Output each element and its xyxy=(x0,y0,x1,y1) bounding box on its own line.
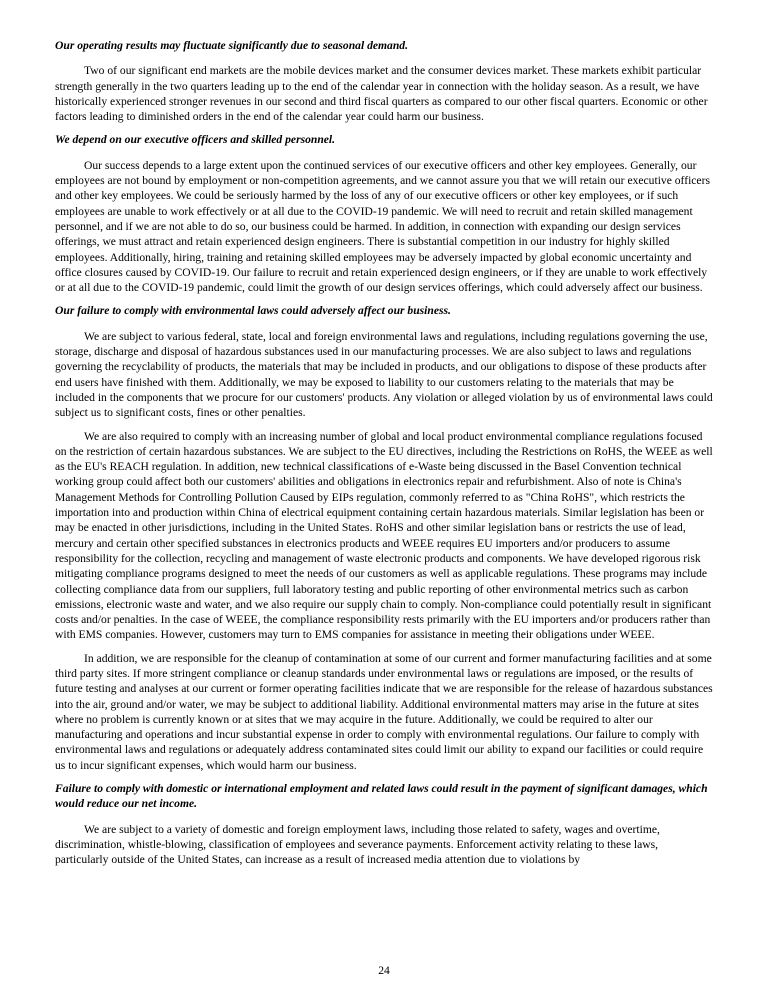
page-number: 24 xyxy=(378,964,390,977)
document-page xyxy=(55,38,713,876)
paragraph: We are subject to a variety of domestic and foreign employment laws, including those related to safety, wages and overtime, discrimination, whistle-blowing, classification of employees and severance payments. Enforcement activity relating to these laws, particularly outside of the United States, can increase as a result of increased media attention due to violations by xyxy=(55,822,660,867)
section-heading: Our failure to comply with environmental laws could adversely affect our business. xyxy=(55,304,451,318)
section-heading: We depend on our executive officers and skilled personnel. xyxy=(55,133,336,147)
paragraph: In addition, we are responsible for the cleanup of contamination at some of our current and former manufacturing facilities and at some third party sites. If more stringent compliance or cleanup standards under environmental laws or regulations are imposed, or the results of future testing and analyses at our current or former operating facilities indicate that we are responsible for the release of hazardous substances into the air, ground and/or water, we may be subject to additional liability. Additional environmental matters may arise in the future at sites where no problem is currently known or at sites that we may acquire in the future. Additionally, we could be required to alter our manufacturing and operations and incur substantial expense in order to comply with environmental regulations. Our failure to comply with environmental laws and regulations or adequately address contaminated sites could limit our ability to expand our facilities or could require us to incur significant expenses, which would harm our business. xyxy=(55,651,713,772)
paragraph: We are also required to comply with an increasing number of global and local product environmental compliance regulations focused on the restriction of certain hazardous substances. We are subject to the EU directives, including the Restrictions on RoHS, the WEEE as well as the EU's REACH regulation. In addition, new technical classifications of e-Waste being discussed in the Basel Convention technical working group could affect both our customers' abilities and obligations in electronics repair and refurbishment. Also of note is China's Management Methods for Controlling Pollution Caused by EIPs regulation, commonly referred to as "China RoHS", which restricts the importation into and production within China of electrical equipment containing certain hazardous materials. Similar legislation has been or may be enacted in other jurisdictions, including in the United States. RoHS and other similar legislation bans or restricts the use of lead, mercury and certain other specified substances in electronics products and WEEE requires EU importers and/or producers to assume responsibility for the collection, recycling and management of waste electronic products and components. We have developed rigorous risk mitigating compliance programs designed to meet the needs of our customers as well as applicable regulations. These programs may include collecting compliance data from our suppliers, full laboratory testing and public reporting of other environmental metrics such as carbon emissions, electronic waste and water, and we also require our supply chain to comply. Non-compliance could potentially result in significant costs and/or penalties. In the case of WEEE, the compliance responsibility rests primarily with the EU importers and/or producers rather than with EMS companies. However, customers may turn to EMS companies for assistance in meeting their obligations under WEEE. xyxy=(55,429,713,642)
paragraph: Two of our significant end markets are the mobile devices market and the consumer devices market. These markets exhibit particular strength generally in the two quarters leading up to the end of the calendar year in connection with the holiday season. As a result, we have historically experienced stronger revenues in our second and third fiscal quarters as compared to our other fiscal quarters. Economic or other factors leading to diminished orders in the end of the calendar year could harm our business. xyxy=(55,64,708,124)
section-heading: Failure to comply with domestic or international employment and related laws could result in the payment of significant damages, which would reduce our net income. xyxy=(55,782,708,811)
paragraph: Our success depends to a large extent upon the continued services of our executive officers and other key employees. Generally, our employees are not bound by employment or non-competition agreements, and we cannot assure you that we will retain our executive officers and other key employees. We could be seriously harmed by the loss of any of our executive officers or other key employees, or if such employees are unable to work effectively or at all due to the COVID-19 pandemic. We will need to recruit and retain skilled management personnel, and if we are not able to do so, our business could be harmed. In addition, in connection with expanding our design services offerings, we must attract and retain experienced design engineers. There is substantial competition in our industry for highly skilled employees. Additionally, hiring, training and retaining skilled employees may be adversely impacted by global economic uncertainty and office closures caused by COVID-19. Our failure to recruit and retain experienced design engineers, or if they are unable to work effectively or at all due to the COVID-19 pandemic, could limit the growth of our design services offerings, which could adversely affect our business. xyxy=(55,158,710,295)
paragraph: We are subject to various federal, state, local and foreign environmental laws and regulations, including regulations governing the use, storage, discharge and disposal of hazardous substances used in our manufacturing processes. We are also subject to laws and regulations governing the recyclability of products, the materials that may be included in products, and our obligations to dispose of these products after end users have finished with them. Additionally, we may be exposed to liability to our customers relating to the materials that may be included in the components that we procure for our customers' products. Any violation or alleged violation by us of environmental laws could subject us to significant costs, fines or other penalties. xyxy=(55,329,713,420)
section-employment-laws xyxy=(55,781,713,867)
section-executive-officers xyxy=(55,132,713,295)
section-heading: Our operating results may fluctuate significantly due to seasonal demand. xyxy=(55,39,408,52)
section-seasonal-demand xyxy=(55,38,713,124)
section-environmental-laws xyxy=(55,303,713,773)
